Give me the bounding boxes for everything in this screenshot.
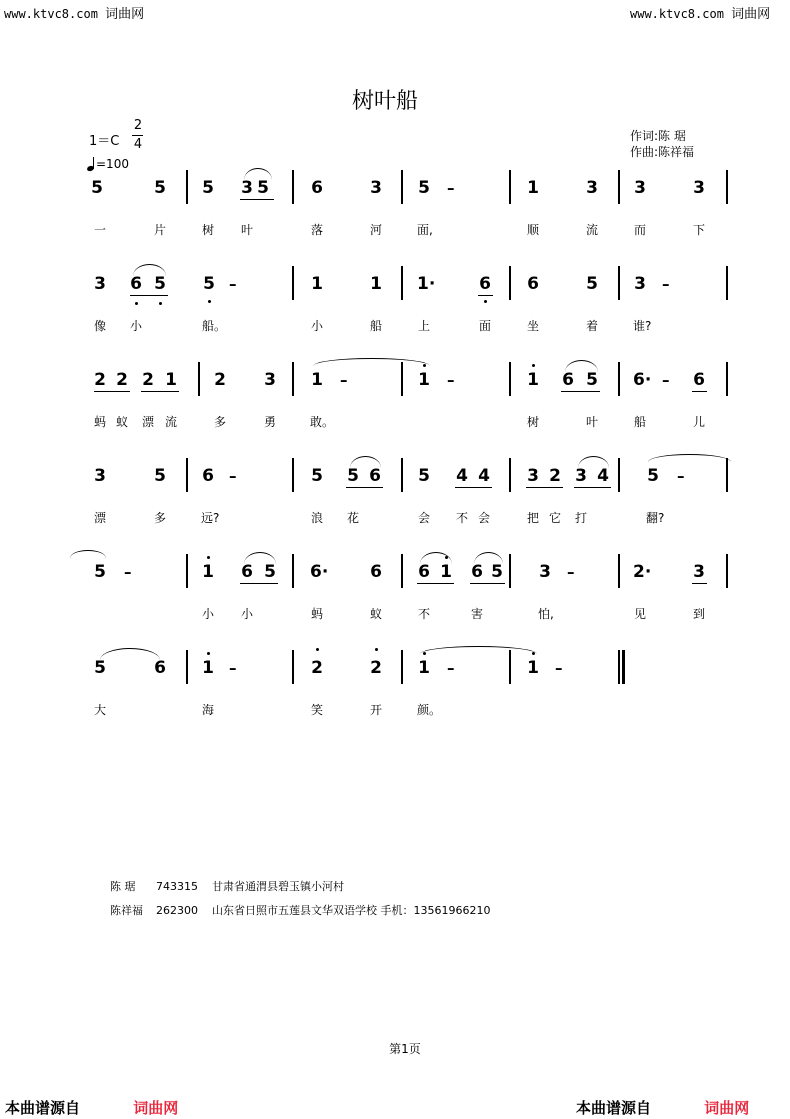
lyric-syllable: 浪 — [310, 511, 323, 525]
lyric-syllable: 蚁 — [369, 607, 382, 621]
lyric-syllable: 害 — [470, 607, 483, 621]
note: 4 — [456, 466, 468, 486]
note: 6· — [633, 370, 652, 390]
slur — [474, 552, 503, 564]
note: 5 — [418, 178, 430, 198]
underline-beam — [692, 391, 707, 392]
note: 5 — [586, 370, 598, 390]
lyric-syllable: 会 — [477, 511, 490, 525]
note: 1 — [370, 274, 382, 294]
lyric-syllable: 树 — [201, 223, 214, 237]
underline-beam — [574, 487, 611, 488]
underline-beam — [141, 391, 179, 392]
bar-line — [509, 170, 511, 204]
lyric-syllable: 树 — [526, 415, 539, 429]
key-signature: 1＝C — [89, 134, 120, 149]
note: 2 — [116, 370, 128, 390]
dash-sustain: – — [124, 563, 132, 581]
lyric-syllable: 顺 — [526, 223, 539, 237]
note: 5 — [647, 466, 659, 486]
tie — [70, 550, 106, 558]
note: 1 — [527, 370, 539, 390]
note: 3 — [693, 178, 705, 198]
note: 3 — [527, 466, 539, 486]
note: 1 — [440, 562, 452, 582]
footer-line-1 — [110, 878, 344, 894]
watermark-right[interactable] — [630, 3, 770, 22]
bar-line — [292, 554, 294, 588]
bar-line — [618, 362, 620, 396]
bar-line — [726, 554, 728, 588]
bar-line — [618, 554, 620, 588]
lyric-syllable: 怕, — [538, 607, 554, 621]
underline-beam — [94, 391, 130, 392]
note: 5 — [203, 274, 215, 294]
note: 5 — [418, 466, 430, 486]
bar-line — [186, 458, 188, 492]
octave-dot-below — [208, 300, 211, 303]
lyric-syllable: 见 — [633, 607, 646, 621]
lyric-syllable: 到 — [692, 607, 705, 621]
note: 6 — [130, 274, 142, 294]
lyric-syllable: 船 — [369, 319, 382, 333]
dash-sustain: – — [662, 275, 670, 293]
lyric-syllable: 船。 — [202, 319, 227, 333]
note: 4 — [478, 466, 490, 486]
lyric-syllable: 勇 — [263, 415, 276, 429]
lyric-syllable: 漂 — [93, 511, 106, 525]
lyric-syllable: 小 — [240, 607, 253, 621]
bar-line — [292, 170, 294, 204]
final-bar-thin — [618, 650, 620, 684]
bar-line — [509, 362, 511, 396]
underline-beam — [526, 487, 563, 488]
lyric-syllable: 船 — [633, 415, 646, 429]
watermark-site: www.ktvc8.com — [4, 7, 98, 21]
octave-dot-below — [159, 302, 162, 305]
note: 5 — [491, 562, 503, 582]
lyric-syllable: 海 — [201, 703, 214, 717]
note: 3 — [634, 178, 646, 198]
note: 5 — [586, 274, 598, 294]
footer-address: 甘肃省通渭县碧玉镇小河村 — [212, 880, 344, 893]
note: 5 — [202, 178, 214, 198]
note: 6 — [154, 658, 166, 678]
bar-line — [198, 362, 200, 396]
quarter-note-icon — [87, 157, 96, 171]
note: 6· — [310, 562, 329, 582]
octave-dot-below — [135, 302, 138, 305]
octave-dot-above — [207, 652, 210, 655]
dash-sustain: – — [340, 371, 348, 389]
underline-beam — [455, 487, 492, 488]
note: 6 — [527, 274, 539, 294]
footer-line-2 — [110, 902, 490, 918]
underline-beam — [478, 295, 493, 296]
octave-dot-below — [484, 300, 487, 303]
bar-line — [401, 362, 403, 396]
note: 2 — [311, 658, 323, 678]
dash-sustain: – — [447, 371, 455, 389]
dash-sustain: – — [567, 563, 575, 581]
lyric-syllable: 蚂 — [310, 607, 323, 621]
footer-zip: 743315 — [156, 880, 198, 893]
lyric-syllable: 河 — [369, 223, 382, 237]
slur — [244, 168, 272, 180]
watermark-site: www.ktvc8.com — [630, 7, 724, 21]
slur — [350, 456, 381, 468]
note: 1 — [311, 370, 323, 390]
footer-name: 陈 琚 — [110, 880, 136, 893]
source-right[interactable] — [576, 1097, 749, 1118]
bar-line — [401, 650, 403, 684]
bar-line — [401, 458, 403, 492]
note: 2 — [370, 658, 382, 678]
note: 1 — [418, 658, 430, 678]
slur — [100, 648, 160, 660]
lyric-syllable: 大 — [93, 703, 106, 717]
lyric-syllable: 会 — [417, 511, 430, 525]
bar-line — [509, 650, 511, 684]
note: 1 — [165, 370, 177, 390]
note: 3 — [241, 178, 253, 198]
lyric-syllable: 坐 — [526, 319, 539, 333]
lyric-syllable: 漂 — [141, 415, 154, 429]
lyric-syllable: 而 — [633, 223, 646, 237]
bar-line — [401, 554, 403, 588]
note: 5 — [154, 466, 166, 486]
bar-line — [618, 170, 620, 204]
bar-line — [292, 650, 294, 684]
tempo-value: =100 — [96, 157, 129, 171]
note: 1 — [311, 274, 323, 294]
tie — [313, 358, 430, 366]
source-site: 词曲网 — [133, 1099, 179, 1117]
song-title: 树叶船 — [351, 89, 418, 114]
source-label: 本曲谱源自 — [5, 1099, 81, 1117]
slur — [565, 360, 598, 372]
lyric-syllable: 远? — [201, 511, 220, 525]
note: 3 — [264, 370, 276, 390]
bar-line — [401, 170, 403, 204]
underline-beam — [470, 583, 505, 584]
underline-beam — [561, 391, 600, 392]
note: 3 — [370, 178, 382, 198]
note: 3 — [586, 178, 598, 198]
underline-beam — [240, 583, 278, 584]
lyricist: 作词:陈 琚 — [630, 129, 686, 143]
composer: 作曲:陈祥福 — [630, 145, 695, 159]
watermark-name: 词曲网 — [731, 7, 771, 22]
note: 4 — [597, 466, 609, 486]
octave-dot-above — [532, 364, 535, 367]
lyric-syllable: 蚂 — [93, 415, 106, 429]
bar-line — [509, 266, 511, 300]
note: 3 — [94, 274, 106, 294]
meter-bottom: 4 — [133, 137, 143, 152]
underline-beam — [346, 487, 383, 488]
lyric-syllable: 不 — [417, 607, 430, 621]
note: 1 — [527, 658, 539, 678]
note: 1 — [202, 658, 214, 678]
bar-line — [401, 266, 403, 300]
underline-beam — [130, 295, 168, 296]
slur — [244, 552, 276, 564]
lyric-syllable: 面, — [417, 223, 433, 237]
time-signature — [132, 118, 144, 153]
lyric-syllable: 上 — [417, 319, 430, 333]
lyric-syllable: 多 — [213, 415, 226, 429]
lyric-syllable: 片 — [153, 223, 166, 237]
lyric-syllable: 像 — [93, 319, 106, 333]
note: 6 — [693, 370, 705, 390]
note: 6 — [369, 466, 381, 486]
bar-line — [292, 362, 294, 396]
lyric-syllable: 着 — [585, 319, 598, 333]
underline-beam — [240, 199, 274, 200]
lyric-syllable: 翻? — [646, 511, 665, 525]
note: 1 — [527, 178, 539, 198]
lyric-syllable: 它 — [548, 511, 561, 525]
bar-line — [186, 650, 188, 684]
note: 5 — [311, 466, 323, 486]
note: 3 — [539, 562, 551, 582]
note: 2 — [549, 466, 561, 486]
octave-dot-above — [316, 648, 319, 651]
lyric-syllable: 打 — [574, 511, 587, 525]
lyric-syllable: 流 — [164, 415, 177, 429]
tie — [420, 646, 537, 654]
watermark-name: 词曲网 — [105, 7, 145, 22]
source-label: 本曲谱源自 — [576, 1099, 652, 1117]
note: 6 — [562, 370, 574, 390]
lyric-syllable: 不 — [455, 511, 468, 525]
bar-line — [618, 266, 620, 300]
dash-sustain: – — [677, 467, 685, 485]
lyric-syllable: 颜。 — [417, 703, 442, 717]
lyric-syllable: 笑 — [310, 703, 323, 717]
lyric-syllable: 小 — [129, 319, 142, 333]
page-number: 第1页 — [389, 1042, 421, 1056]
bar-line — [726, 458, 728, 492]
note: 3 — [693, 562, 705, 582]
note: 2 — [94, 370, 106, 390]
lyric-syllable: 儿 — [692, 415, 705, 429]
lyric-syllable: 敢。 — [310, 415, 335, 429]
lyric-syllable: 多 — [153, 511, 166, 525]
lyric-syllable: 下 — [692, 223, 705, 237]
lyric-syllable: 叶 — [240, 223, 253, 237]
watermark-left[interactable] — [4, 3, 144, 22]
note: 5 — [154, 274, 166, 294]
note: 3 — [575, 466, 587, 486]
bar-line — [186, 170, 188, 204]
note: 5 — [91, 178, 103, 198]
bar-line — [509, 554, 511, 588]
dash-sustain: – — [447, 659, 455, 677]
note: 6 — [202, 466, 214, 486]
lyric-syllable: 一 — [93, 223, 106, 237]
note: 5 — [347, 466, 359, 486]
note: 6 — [311, 178, 323, 198]
bar-line — [726, 170, 728, 204]
underline-beam — [692, 583, 707, 584]
dash-sustain: – — [229, 659, 237, 677]
note: 5 — [154, 178, 166, 198]
note: 6 — [241, 562, 253, 582]
note: 2 — [214, 370, 226, 390]
tie — [648, 454, 731, 462]
note: 5 — [94, 562, 106, 582]
lyric-syllable: 落 — [310, 223, 323, 237]
dash-sustain: – — [447, 179, 455, 197]
note: 2 — [142, 370, 154, 390]
note: 5 — [264, 562, 276, 582]
dash-sustain: – — [229, 275, 237, 293]
footer-zip: 262300 — [156, 904, 198, 917]
lyric-syllable: 花 — [346, 511, 359, 525]
bar-line — [292, 458, 294, 492]
lyric-syllable: 叶 — [585, 415, 598, 429]
lyric-syllable: 小 — [310, 319, 323, 333]
bar-line — [292, 266, 294, 300]
lyric-syllable: 开 — [369, 703, 382, 717]
source-site: 词曲网 — [704, 1099, 750, 1117]
slur — [133, 264, 166, 276]
note: 6 — [471, 562, 483, 582]
note: 3 — [94, 466, 106, 486]
footer-address: 山东省日照市五莲县文华双语学校 手机：13561966210 — [212, 904, 491, 917]
note: 5 — [257, 178, 269, 198]
note: 1· — [417, 274, 436, 294]
lyric-syllable: 把 — [526, 511, 539, 525]
note: 6 — [479, 274, 491, 294]
bar-line — [618, 458, 620, 492]
octave-dot-above — [207, 556, 210, 559]
underline-beam — [417, 583, 454, 584]
tempo-mark — [87, 157, 129, 171]
note: 6 — [418, 562, 430, 582]
slur — [578, 456, 609, 468]
note: 1 — [418, 370, 430, 390]
source-left[interactable] — [5, 1097, 178, 1118]
bar-line — [509, 458, 511, 492]
lyric-syllable: 流 — [585, 223, 598, 237]
meter-top: 2 — [133, 118, 143, 133]
note: 6 — [370, 562, 382, 582]
dash-sustain: – — [555, 659, 563, 677]
lyric-syllable: 面 — [478, 319, 491, 333]
dash-sustain: – — [229, 467, 237, 485]
footer-name: 陈祥福 — [110, 904, 143, 917]
bar-line — [726, 266, 728, 300]
note: 2· — [633, 562, 652, 582]
bar-line — [726, 362, 728, 396]
final-bar-thick — [622, 650, 625, 684]
note: 1 — [202, 562, 214, 582]
slur — [420, 552, 452, 564]
note: 5 — [94, 658, 106, 678]
lyric-syllable: 蚁 — [115, 415, 128, 429]
lyric-syllable: 小 — [201, 607, 214, 621]
bar-line — [186, 554, 188, 588]
credits — [630, 128, 694, 160]
octave-dot-above — [375, 648, 378, 651]
note: 3 — [634, 274, 646, 294]
lyric-syllable: 谁? — [633, 319, 652, 333]
dash-sustain: – — [662, 371, 670, 389]
